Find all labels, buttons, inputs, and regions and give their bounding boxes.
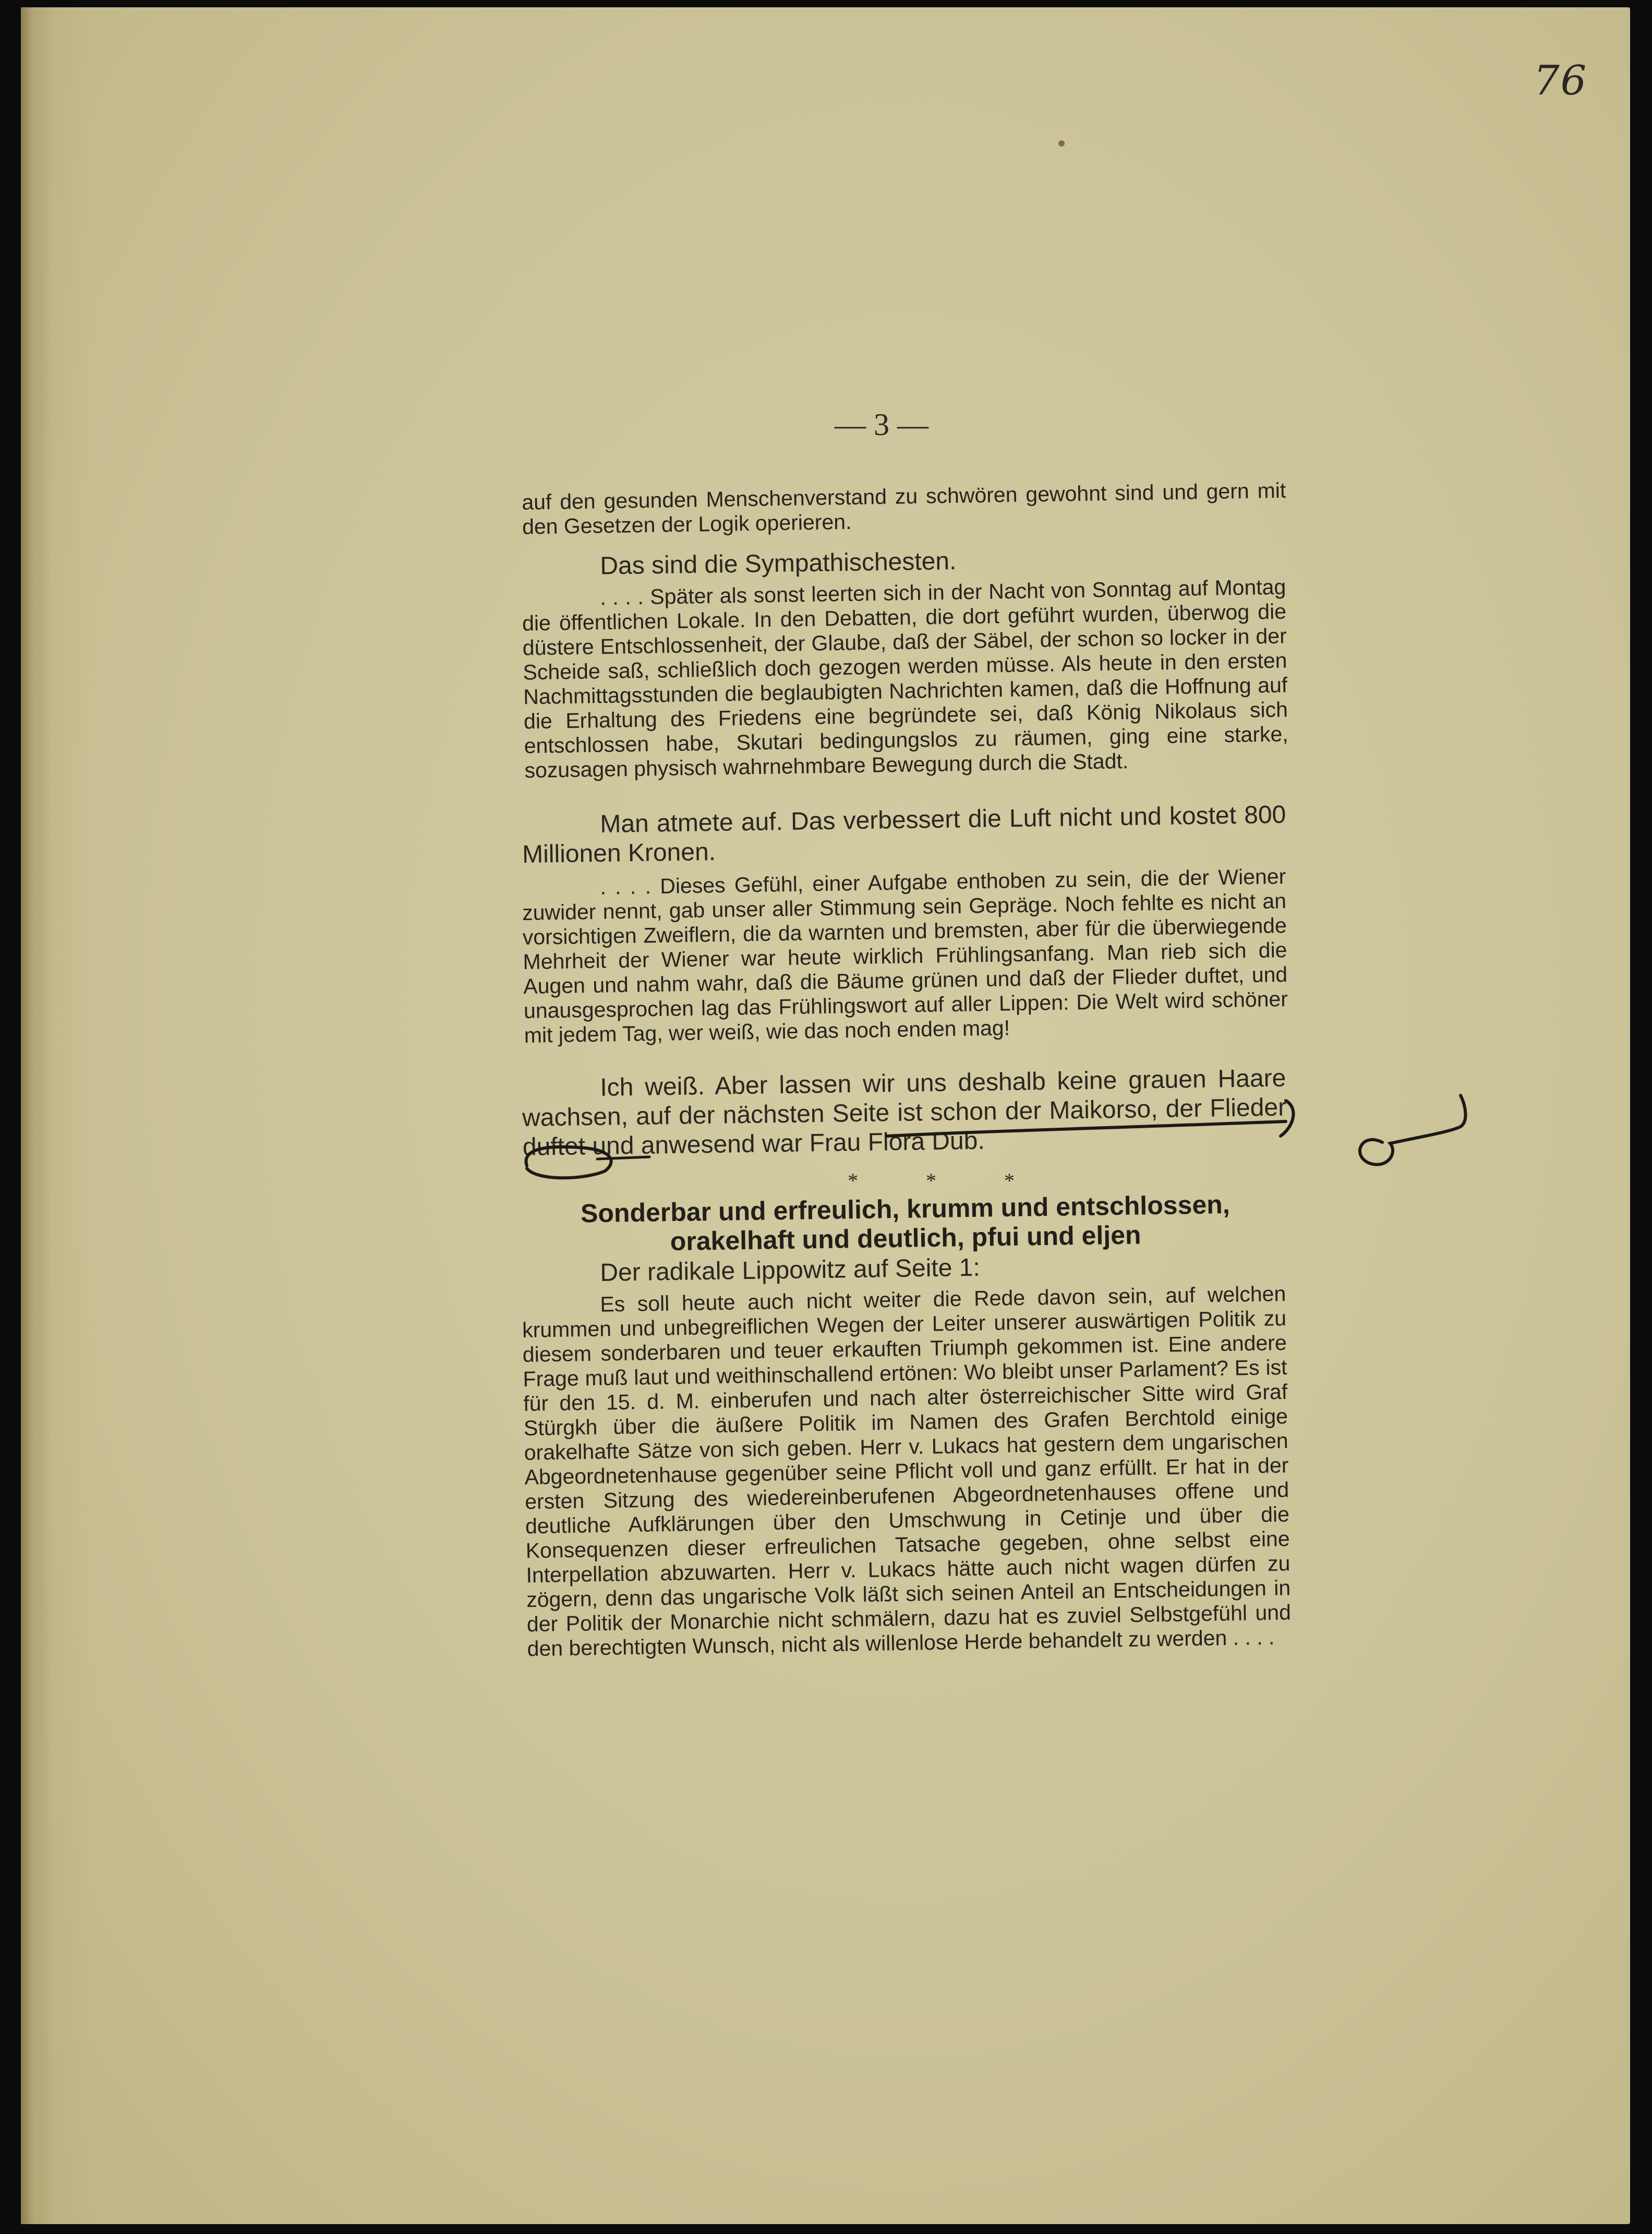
pen-deletion-over-und: [597, 1157, 649, 1159]
handwritten-deletion-mark-icon: [1360, 1095, 1466, 1165]
quoted-paragraph-lippowitz: Es soll heute auch nicht weiter die Rede davon sein, auf welchen krummen und unbegreiflichen Wegen der Leiter unserer auswärtigen Politik zu diesem sonderbaren und teuer erkauften Triumph gekommen ist. Eine andere Frage muß laut und weithinschallend ertönen: Wo bleibt unser Parlament? Es ist für den 15. d. M. einberufen und nach alter österreichischer Sitte wird Graf Stürgkh über die äußere Politik im Namen des Grafen Berchtold einige orakelhafte Sätze von sich geben. Herr v. Lukacs hat gestern dem ungarischen Abgeordnetenhause gegenüber seine Pflicht voll und ganz erfüllt. Er hat in der ersten Sitzung des wiedereinberufenen Abgeordnetenhauses offene und deutliche Aufklärungen über den Umschwung in Cetinje und über die Konsequenzen dieser erfreulichen Tatsache gegeben, ohne selbst eine Interpellation abzuwarten. Herr v. Lukacs hätte auch nicht wagen dürfen zu zögern, denn das ungarische Volk läßt sich seinen Anteil an Entscheidungen in der Politik der Monarchie nicht schmälern, dazu hat es zuviel Selbstgefühl und den berechtigten Wunsch, nicht als willenlose Herde behandelt zu werden . . . .: [522, 1281, 1292, 1661]
paragraph-sympathischesten: Das sind die Sympathischesten.: [599, 547, 957, 580]
paper-speck: [1058, 140, 1065, 147]
paragraph-ich-weiss: Ich weiß. Aber lassen wir uns deshalb keine grauen Haare wachsen, auf der nächsten Seite ist schon der Maikorso, der Flieder duftet und anwesend war Frau Flora Dub.: [522, 1064, 1287, 1161]
page-number: — 3 —: [835, 407, 929, 442]
section-separator: * * *: [848, 1169, 1046, 1192]
pen-circle-mark: [526, 1147, 611, 1178]
pen-strikethrough-line: [887, 1121, 1286, 1136]
quoted-paragraph-fruehling: . . . . Dieses Gefühl, einer Aufgabe enthoben zu sein, die der Wiener zuwider nennt, gab unser aller Stimmung sein Gepräge. Noch fehlte es nicht an vorsichtigen Zweiflern, die da warnten und bremsten, aber für die überwiegende Mehrheit der Wiener war heute wirklich Frühlingsanfang. Man rieb sich die Augen und nahm wahr, daß die Bäume grünen und daß der Flieder duftet, und unausgesprochen lag das Frühlingswort auf aller Lippen: Die Welt wird schöner mit jedem Tag, wer weiß, wie das noch enden mag!: [522, 864, 1288, 1047]
paragraph-man-atmete-auf: Man atmete auf. Das verbessert die Luft nicht und kostet 800 Millionen Kronen.: [522, 801, 1286, 868]
quoted-paragraph-lokale: . . . . Später als sonst leerten sich in der Nacht von Sonntag auf Montag die öffentlichen Lokale. In den Debatten, die dort geführt wurden, überwog die düstere Entschlossenheit, der Glaube, daß der Säbel, der schon so locker in der Scheide saß, schließlich doch gezogen werden müsse. Als heute in den ersten Nachmittagsstunden die beglaubigten Nachrichten kamen, daß die Hoffnung auf die Erhaltung des Friedens eine begründete sei, daß König Nikolaus sich entschlossen habe, Skutari bedingungslos zu räumen, ging eine starke, sozusagen physisch wahrnehmbare Bewegung durch die Stadt.: [522, 574, 1288, 782]
pen-bracket-mark: [1281, 1101, 1293, 1136]
section-heading-line-2: orakelhaft und deutlich, pfui und eljen: [670, 1220, 1141, 1257]
section-heading-line-1: Sonderbar und erfreulich, krumm und entschlossen,: [580, 1190, 1230, 1228]
paragraph-continuation: auf den gesunden Menschenverstand zu schwören gewohnt sind und gern mit den Gesetzen der Logik operieren.: [522, 478, 1286, 539]
handwritten-folio-number: 76: [1534, 57, 1588, 104]
section-intro: Der radikale Lippowitz auf Seite 1:: [599, 1253, 981, 1287]
